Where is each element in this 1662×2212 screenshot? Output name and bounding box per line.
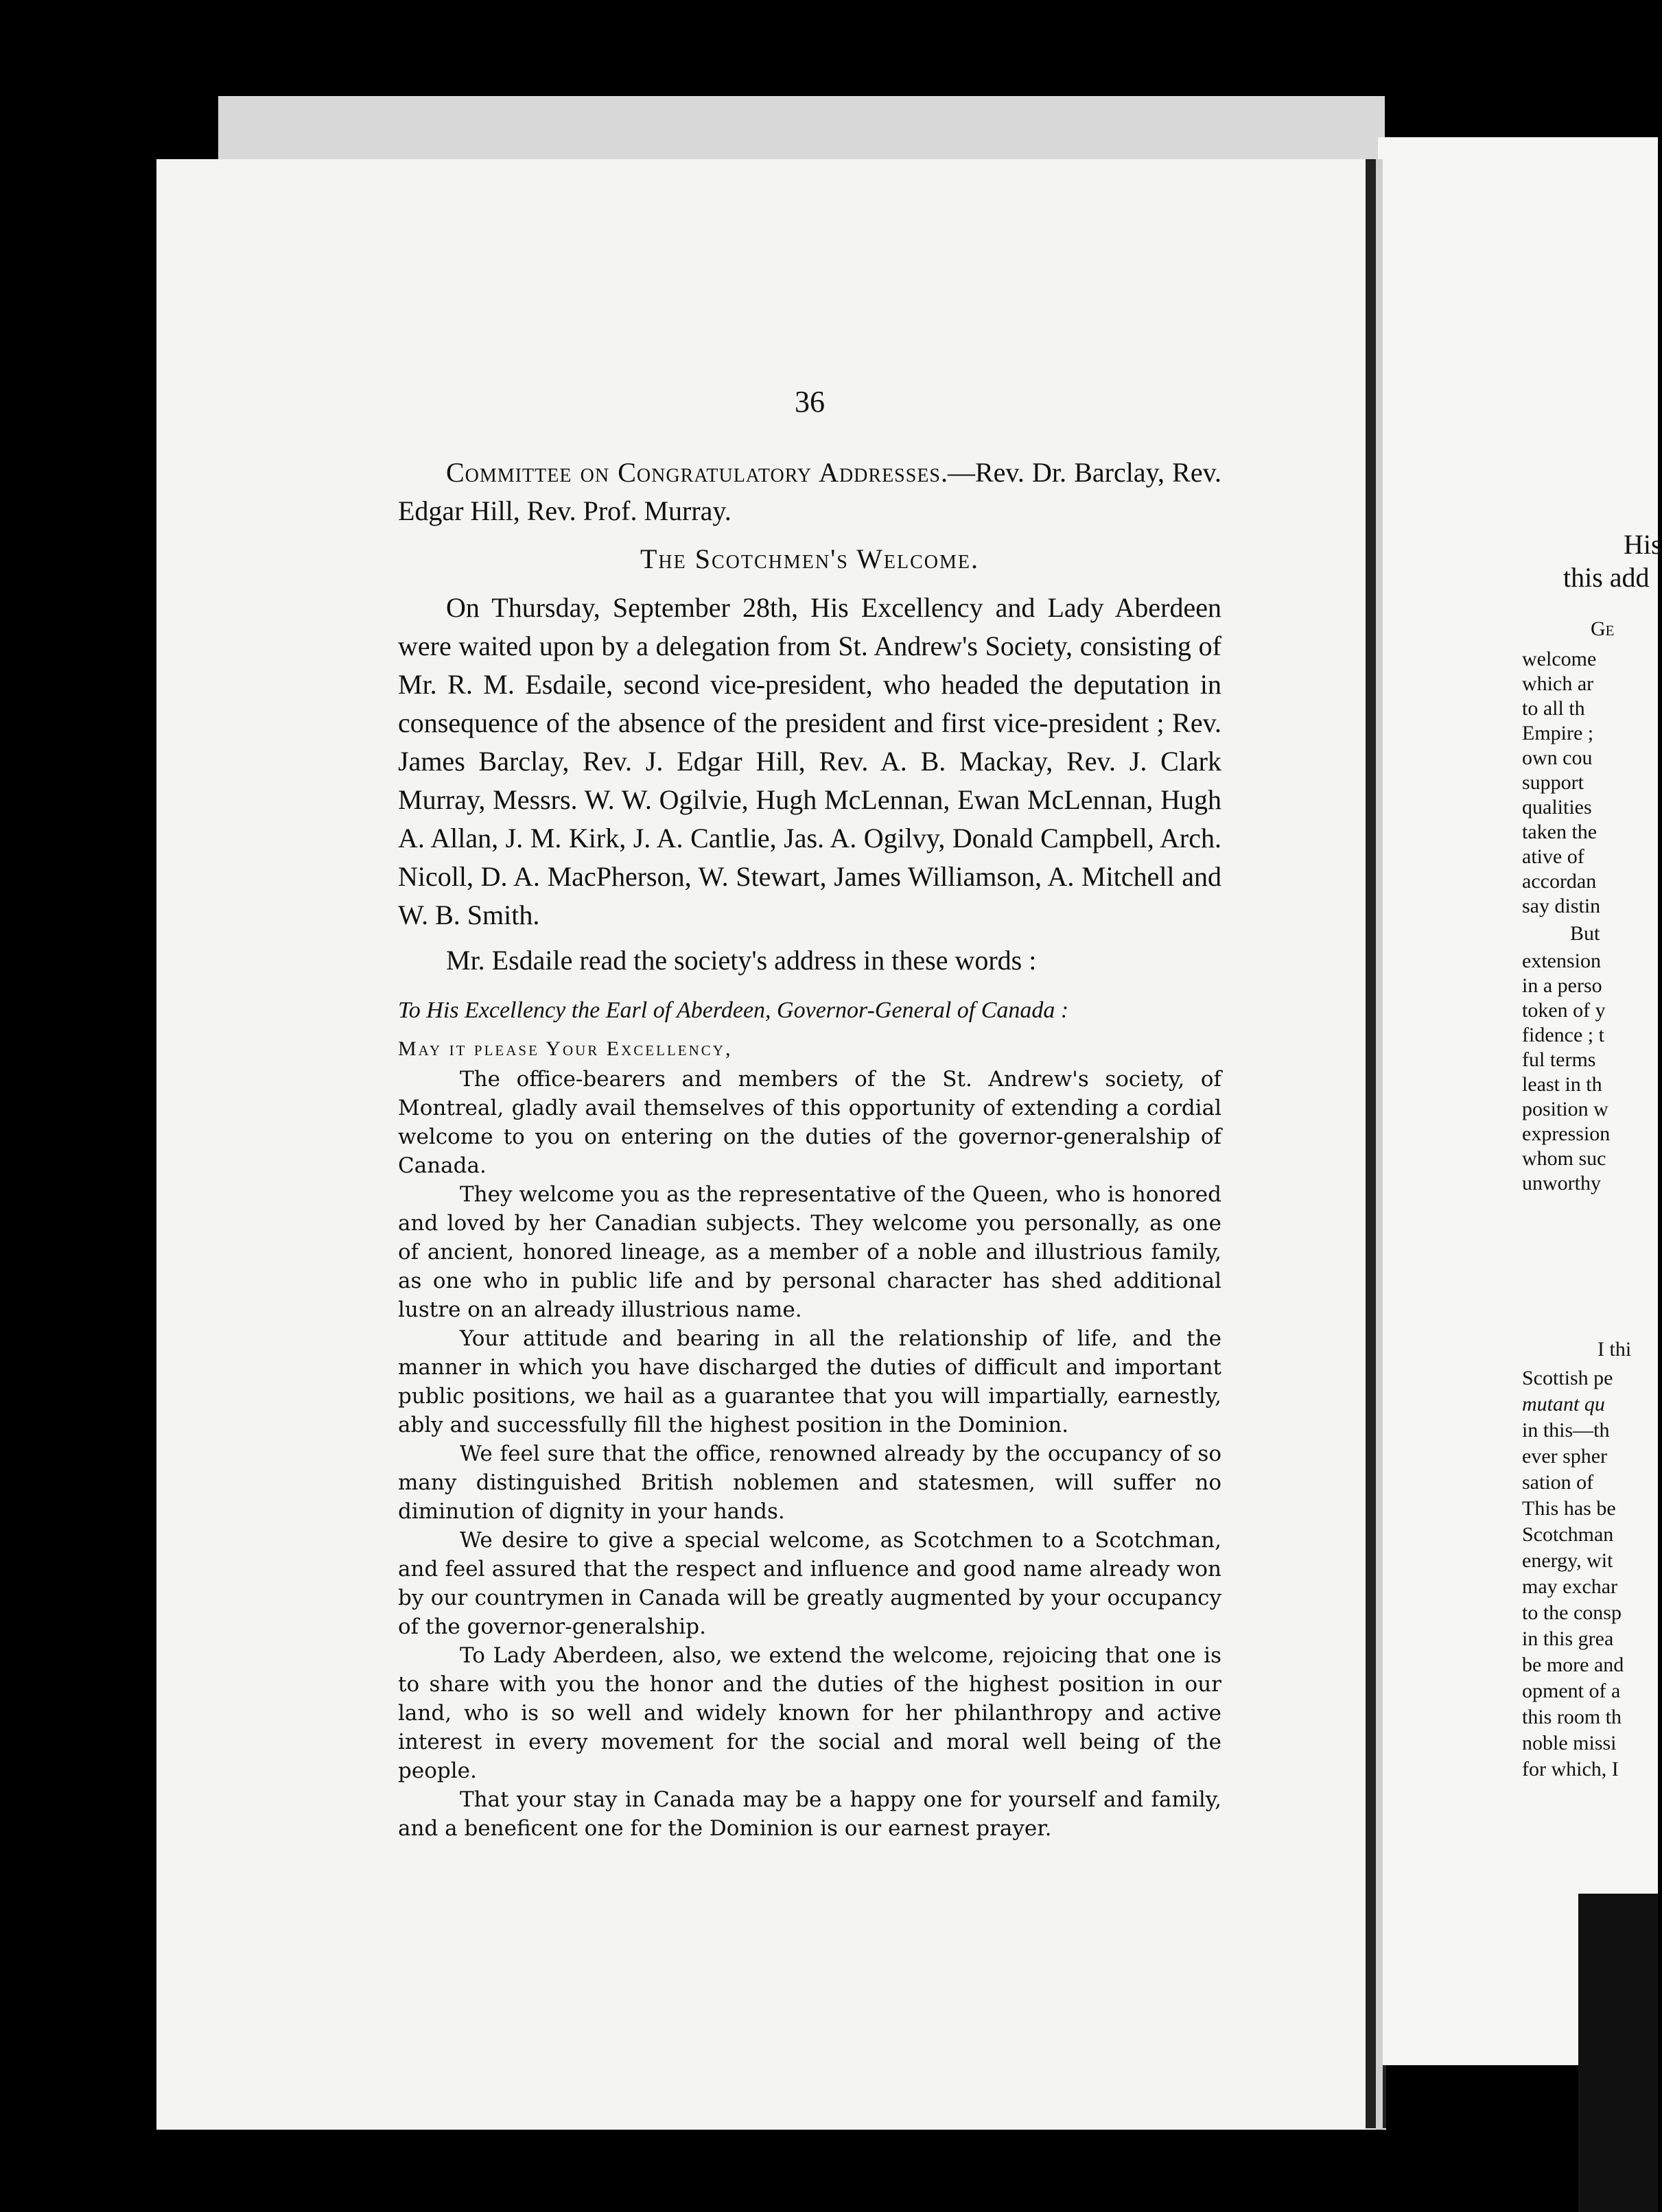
right-fragment: expression [1522, 1122, 1611, 1145]
committee-paragraph [398, 454, 1221, 530]
right-fragment: This has be [1522, 1497, 1616, 1520]
committee-text: .—Rev. Dr. Barclay, Rev. Edgar Hill, Rev. Prof. Murray. [398, 457, 1221, 526]
address-paragraph: We desire to give a special welcome, as Scotchmen to a Scotchman, and feel assured that the respect and influence and good name already won by our countrymen in Canada will be greatly augmented by your occupancy of the governor-generalship. [398, 1528, 1221, 1639]
right-fragment: say distin [1522, 895, 1601, 917]
right-fragment: welcome [1522, 648, 1597, 670]
right-fragment: But [1570, 922, 1600, 945]
right-fragment: energy, wit [1522, 1549, 1613, 1572]
section-heading: The Scotchmen's Welcome. [640, 543, 980, 574]
right-fragment: Empire ; [1522, 722, 1594, 744]
right-fragment: Ge [1591, 617, 1615, 640]
right-fragment: in this—th [1522, 1419, 1610, 1442]
right-fragment: extension [1522, 950, 1601, 972]
address-paragraph: They welcome you as the representative of the Queen, who is honored and loved by her Canadian subjects. They welcome you personally, as one of ancient, honored lineage, as a member of a noble and illustrious family, as one who in public life and by personal character has shed additional lustre on an already illustrious name. [398, 1182, 1221, 1322]
right-fragment: may exchar [1522, 1575, 1618, 1598]
right-fragment: this room th [1522, 1706, 1622, 1728]
page-content [398, 384, 1221, 1843]
page-number: 36 [795, 385, 825, 419]
address-paragraph: The office-bearers and members of the St. Andrew's society, of Montreal, gladly avail themselves of this opportunity of extending a cordial welcome to you on entering on the duties of the governor-generalship of Canada. [398, 1067, 1221, 1178]
address-addressee: To His Excellency the Earl of Aberdeen, Governor-General of Canada : [398, 998, 1069, 1023]
right-fragment: own cou [1522, 746, 1593, 769]
address-paragraph: That your stay in Canada may be a happy one for yourself and family, and a beneficent one for the Dominion is our earnest prayer. [398, 1787, 1221, 1841]
right-fragment: unworthy [1522, 1172, 1601, 1195]
intro-paragraph: On Thursday, September 28th, His Excellency and Lady Aberdeen were waited upon by a delegation from St. Andrew's Society, consisting of Mr. R. M. Esdaile, second vice-president, who headed the deputation in consequence of the absence of the president and first vice-president ; Rev. James Barclay, Rev. J. Edgar Hill, Rev. A. B. Mackay, Rev. J. Clark Murray, Messrs. W. W. Ogilvie, Hugh McLennan, Ewan McLennan, Hugh A. Allan, J. M. Kirk, J. A. Cantlie, Jas. A. Ogilvy, Donald Campbell, Arch. Nicoll, D. A. MacPherson, W. Stewart, James Williamson, A. Mitchell and W. B. Smith. [398, 592, 1221, 930]
page-edge [1376, 159, 1383, 2130]
right-fragment: opment of a [1522, 1680, 1621, 1702]
right-fragment: accordan [1522, 870, 1597, 893]
right-fragment: noble missi [1522, 1732, 1617, 1754]
address-paragraph: Your attitude and bearing in all the relationship of life, and the manner in which you have discharged the duties of difficult and important public positions, we hail as a guarantee that you will impartially, earnestly, ably and successfully fill the highest position in the Dominion. [398, 1326, 1221, 1437]
right-page-corner [1578, 1894, 1658, 2212]
read-line: Mr. Esdaile read the society's address in these words : [446, 945, 1037, 976]
address-salutation: May it please Your Excellency, [398, 1037, 733, 1060]
right-fragment: taken the [1522, 821, 1597, 843]
right-fragment: fidence ; t [1522, 1024, 1604, 1046]
right-fragment: ever spher [1522, 1445, 1608, 1468]
right-fragment: whom suc [1522, 1147, 1606, 1170]
right-fragment: in a perso [1522, 974, 1602, 997]
right-fragment: Scotchman [1522, 1523, 1614, 1546]
right-fragment: support [1522, 771, 1584, 794]
address-paragraph: To Lady Aberdeen, also, we extend the welcome, rejoicing that one is to share with you the honor and the duties of the highest position in our land, who is so well and widely known for her philanthropy and active interest in every movement for the social and moral well being of the people. [398, 1643, 1221, 1783]
right-fragment: token of y [1522, 999, 1606, 1022]
right-fragment: qualities [1522, 796, 1592, 819]
right-fragment: position w [1522, 1098, 1608, 1120]
right-fragment: least in th [1522, 1073, 1602, 1096]
right-fragment: sation of [1522, 1471, 1594, 1494]
right-fragment: which ar [1522, 672, 1594, 695]
right-fragment: for which, I [1522, 1758, 1619, 1780]
right-fragment: in this grea [1522, 1627, 1614, 1650]
right-fragment: mutant qu [1522, 1393, 1605, 1415]
right-fragment: to the consp [1522, 1601, 1622, 1624]
right-fragment: ful terms [1522, 1048, 1596, 1071]
right-fragment: His [1624, 529, 1662, 560]
right-fragment: this add [1563, 562, 1650, 593]
right-fragment: I thi [1597, 1338, 1632, 1361]
committee-lead: Committee on Congratulatory Addresses [446, 457, 941, 488]
right-fragment: ative of [1522, 845, 1584, 868]
right-fragment: Scottish pe [1522, 1367, 1613, 1389]
right-fragment: be more and [1522, 1654, 1624, 1676]
right-fragment: to all th [1522, 697, 1585, 720]
address-paragraph: We feel sure that the office, renowned already by the occupancy of so many distinguished British noblemen and statesmen, will suffer no diminution of dignity in your hands. [398, 1442, 1221, 1524]
